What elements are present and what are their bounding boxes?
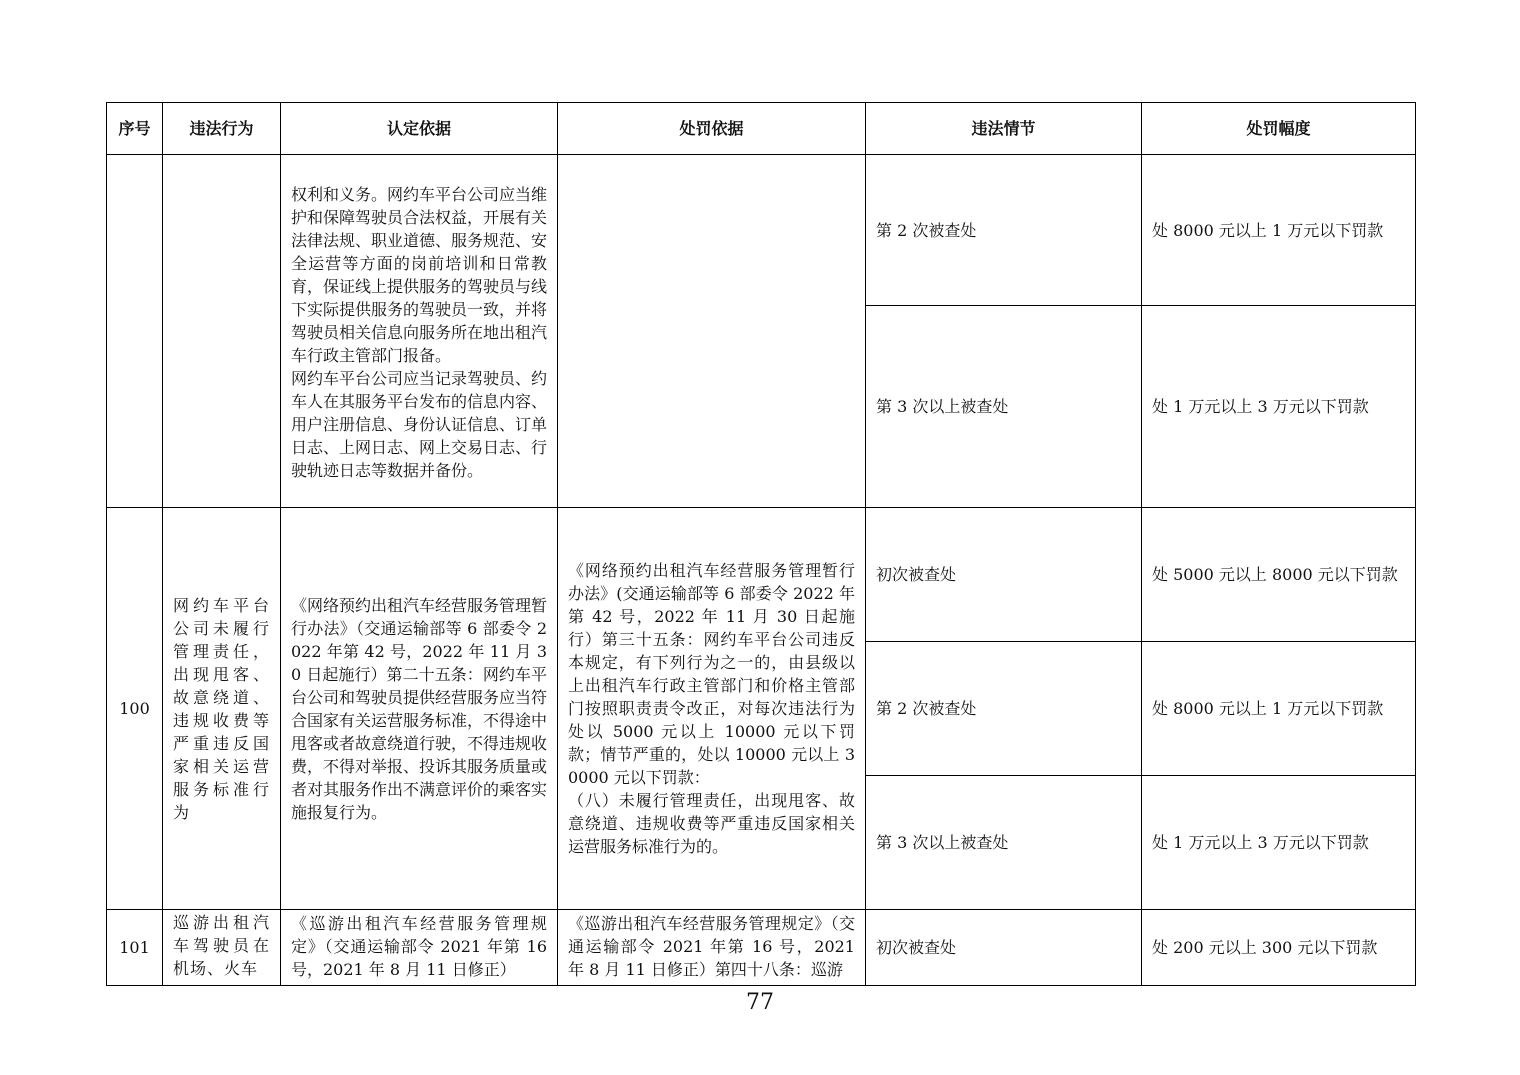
cell-penalty-basis [558,508,866,910]
cell-circumstance: 第 3 次以上被查处 [866,306,1142,508]
header-row [107,103,1416,155]
cell-range: 处 1 万元以上 3 万元以下罚款 [1142,776,1416,910]
penalty-basis-paragraph: 《网络预约出租汽车经营服务管理暂行办法》(交通运输部等 6 部委令 2022 年第 42 号，2022 年 11 月 30 日起施行）第三十五条：网约车平台公司违反本规定，有下列行为之一的，由县级以上出租汽车行政主管部门和价格主管部门按照职责责令改正，对每次违法行为处以 5000 元以上 10000 元以下罚款；情节严重的，处以 10000 元以上 30000 元以下罚款： [568,561,855,787]
header-circumstance: 违法情节 [866,103,1142,155]
cell-circumstance: 初次被查处 [866,508,1142,642]
table-row [107,155,1416,306]
cell-act: 网约车平台公司未履行管理责任，出现甩客、故意绕道、违规收费等严重违反国家相关运营服务标准行为 [163,508,281,910]
header-no: 序号 [107,103,163,155]
header-range: 处罚幅度 [1142,103,1416,155]
penalty-basis-clip: 《巡游出租汽车经营服务管理规定》（交通运输部令 2021 年第 16 号，2021 年 8 月 11 日修正）第四十八条：巡游 [568,914,855,979]
basis-clip: 《巡游出租汽车经营服务管理规定》（交通运输部令 2021 年第 16 号，2021 年 8 月 11 日修正） [291,914,547,979]
table-row [107,910,1416,986]
cell-no: 100 [107,508,163,910]
table-row [107,508,1416,642]
cell-circumstance: 第 2 次被查处 [866,642,1142,776]
cell-circumstance: 第 3 次以上被查处 [866,776,1142,910]
cell-range: 处 8000 元以上 1 万元以下罚款 [1142,155,1416,306]
header-basis: 认定依据 [281,103,558,155]
basis-paragraph: 网约车平台公司应当记录驾驶员、约车人在其服务平台发布的信息内容、用户注册信息、身份认证信息、订单日志、上网日志、网上交易日志、行驶轨迹日志等数据并备份。 [291,368,548,480]
cell-no-continued [107,155,163,508]
cell-range: 处 200 元以上 300 元以下罚款 [1142,910,1416,986]
cell-circumstance: 初次被查处 [866,910,1142,986]
penalty-table [106,102,1416,986]
cell-act [163,910,281,986]
cell-circumstance: 第 2 次被查处 [866,155,1142,306]
page-number: 77 [746,990,774,1015]
cell-basis [281,910,558,986]
cell-basis: 《网络预约出租汽车经营服务管理暂行办法》（交通运输部等 6 部委令 2022 年第 42 号，2022 年 11 月 30 日起施行）第二十五条：网约车平台公司和驾驶员提供经营服务应当符合国家有关运营服务标准，不得途中甩客或者故意绕道行驶，不得违规收费，不得对举报、投诉其服务质量或者对其服务作出不满意评价的乘客实施报复行为。 [281,508,558,910]
cell-basis-continued [281,155,558,508]
cell-range: 处 8000 元以上 1 万元以下罚款 [1142,642,1416,776]
cell-no: 101 [107,910,163,986]
penalty-basis-paragraph: （八）未履行管理责任，出现甩客、故意绕道、违规收费等严重违反国家相关运营服务标准行为的。 [568,791,855,856]
cell-range: 处 1 万元以上 3 万元以下罚款 [1142,306,1416,508]
cell-act-continued [163,155,281,508]
basis-paragraph: 权利和义务。网约车平台公司应当维护和保障驾驶员合法权益，开展有关法律法规、职业道德、服务规范、安全运营等方面的岗前培训和日常教育，保证线上提供服务的驾驶员与线下实际提供服务的驾驶员一致，并将驾驶员相关信息向服务所在地出租汽车行政主管部门报备。 [291,184,548,365]
header-act: 违法行为 [163,103,281,155]
header-penalty-basis: 处罚依据 [558,103,866,155]
act-clip: 巡游出租汽车驾驶员在机场、火车 [173,913,270,978]
cell-range: 处 5000 元以上 8000 元以下罚款 [1142,508,1416,642]
cell-penalty-basis [558,910,866,986]
cell-penalty-basis-continued [558,155,866,508]
